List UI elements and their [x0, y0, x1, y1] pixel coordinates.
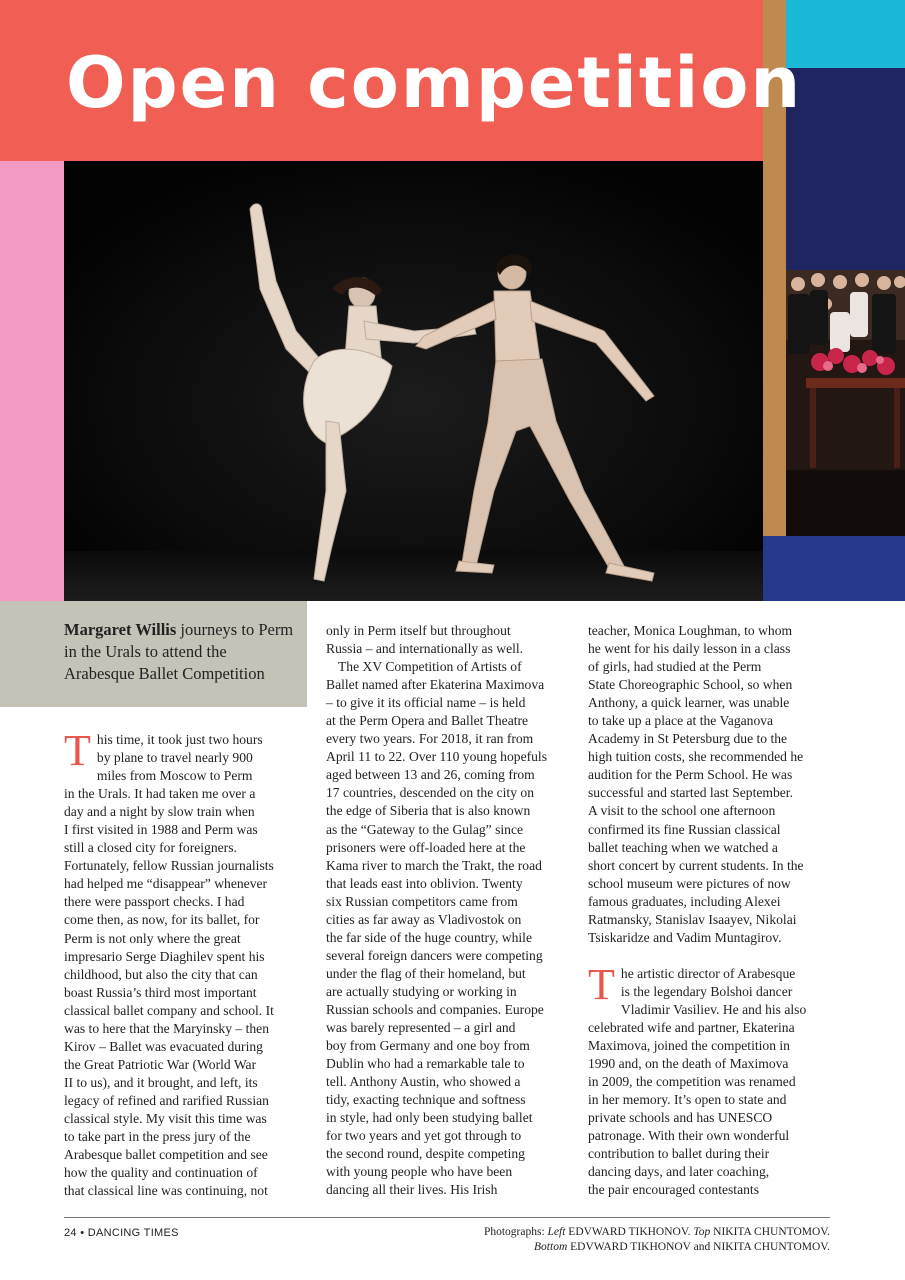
text-line: the Great Patriotic War (World War [64, 1056, 257, 1072]
article-column-3 [588, 622, 832, 1199]
text-line: audition for the Perm School. He was [588, 767, 793, 783]
text-line: miles from Moscow to Perm [96, 768, 253, 784]
text-line: several foreign dancers were competing [326, 947, 543, 963]
text-line: Russia – and internationally as well. [326, 641, 524, 657]
text-line: legacy of refined and rarified Russian [64, 1092, 269, 1108]
text-line: his time, it took just two hours [96, 732, 263, 747]
dropcap: T [64, 726, 91, 775]
text-line: day and a night by slow train when [64, 804, 255, 820]
text-line: had helped me “disappear” whenever [64, 876, 268, 892]
prize-winners-icon [786, 270, 905, 536]
text-line: prisoners were off-loaded here at the [326, 839, 526, 855]
text-line: Tsiskaridze and Vadim Muntagirov. [588, 929, 782, 945]
text-line: there were passport checks. I had [64, 894, 245, 910]
text-line: successful and started last September. [588, 785, 793, 801]
text-line: Academy in St Petersburg due to the [588, 731, 788, 747]
footer-rule [64, 1217, 830, 1218]
text-line: only in Perm itself but throughout [326, 623, 511, 638]
text-line: teacher, Monica Loughman, to whom [588, 623, 793, 638]
text-line: patronage. With their own wonderful [588, 1128, 790, 1144]
credit-line-1: Photographs: Left EDVWARD TIKHONOV. Top NIKITA CHUNTOMOV. [483, 1226, 830, 1238]
text-line: classical ballet company and school. It [64, 1002, 274, 1018]
text-line: boast Russia’s third most important [64, 984, 257, 1000]
text-line: was to here that the Maryinsky – then [64, 1020, 269, 1036]
text-line: Kama river to march the Trakt, the road [326, 857, 542, 873]
text-line: high tuition costs, she recommended he [588, 749, 804, 765]
text-line: Ratmansky, Stanislav Isaayev, Nikolai [588, 911, 797, 927]
ballet-duet-icon [64, 161, 763, 601]
text-line: private schools and has UNESCO [588, 1110, 773, 1126]
text-line: II to us), and it brought, and left, its [64, 1074, 258, 1090]
text-line: tell. Anthony Austin, who showed a [326, 1074, 521, 1090]
text-line: was barely represented – a girl and [326, 1020, 516, 1036]
text-line: famous graduates, including Alexei [588, 893, 781, 909]
text-line: aged between 13 and 26, coming from [326, 767, 535, 783]
text-line: that classical line was continuing, not [64, 1183, 268, 1199]
credit-line-2: Bottom EDVWARD TIKHONOV and NIKITA CHUNTOMOV. [534, 1241, 830, 1253]
text-line: childhood, but also the city that can [64, 966, 258, 982]
text-line: the second round, despite competing [326, 1146, 525, 1162]
text-line: dancing all their lives. His Irish [326, 1182, 498, 1198]
text-line: dancing days, and later coaching, [588, 1164, 770, 1180]
text-line: for two years and yet got through to [326, 1128, 522, 1144]
text-line: Maximova, joined the competition in [588, 1038, 790, 1054]
text-line: to take up a place at the Vaganova [588, 713, 774, 729]
text-line: 1990 and, on the death of Maximova [588, 1056, 789, 1072]
author-name: Margaret Willis [64, 620, 177, 639]
text-line: the pair encouraged contestants [588, 1182, 759, 1198]
text-line: confirmed its fine Russian classical [588, 821, 781, 837]
standfirst-text: journeys to Perm in the Urals to attend the Arabesque Ballet Competition [64, 620, 294, 683]
article-column-2 [326, 622, 570, 1200]
text-line: boy from Germany and one boy from [326, 1038, 530, 1054]
text-line: tidy, exacting technique and softness [326, 1092, 526, 1108]
text-line: 17 countries, descended on the city on [326, 785, 535, 801]
text-line: I first visited in 1988 and Perm was [64, 822, 258, 838]
text-line: school museum were pictures of now [588, 875, 791, 891]
text-line: contribution to ballet during their [588, 1146, 770, 1162]
column-2-lines-a [326, 622, 570, 658]
standfirst [64, 619, 300, 685]
text-line: every two years. For 2018, it ran from [326, 731, 534, 747]
text-line: Dublin who had a remarkable tale to [326, 1056, 525, 1072]
text-line: celebrated wife and partner, Ekaterina [588, 1019, 795, 1035]
text-line: Anthony, a quick learner, was unable [588, 695, 790, 711]
folio: 24 • DANCING TIMES [64, 1227, 179, 1239]
dropcap: T [588, 959, 615, 1009]
text-line: under the flag of their homeland, but [326, 965, 526, 981]
text-line: State Choreographic School, so when [588, 677, 793, 693]
side-photo [786, 270, 905, 536]
text-line: classical style. My visit this time was [64, 1110, 267, 1126]
text-line: come then, as now, for its ballet, for [64, 912, 260, 928]
text-line: the edge of Siberia that is also known [326, 803, 531, 819]
cyan-block [786, 0, 905, 68]
text-line: the far side of the huge country, while [326, 929, 532, 945]
text-line: cities as far away as Vladivostok on [326, 911, 522, 927]
text-line: The XV Competition of Artists of [338, 659, 522, 675]
text-line: A visit to the school one afternoon [588, 803, 776, 819]
text-line: at the Perm Opera and Ballet Theatre [326, 713, 529, 729]
column-3-lines-a [588, 622, 832, 947]
text-line: Vladimir Vasiliev. He and his also [620, 1001, 807, 1017]
blue-block [763, 536, 905, 601]
main-photo [64, 161, 763, 601]
text-line: Russian schools and companies. Europe [326, 1001, 544, 1017]
text-line: April 11 to 22. Over 110 young hopefuls [326, 749, 547, 765]
text-line: he artistic director of Arabesque [620, 965, 796, 981]
text-line: Ballet named after Ekaterina Maximova [326, 677, 545, 693]
text-line: as the “Gateway to the Gulag” since [326, 821, 524, 837]
paragraph-gap [588, 947, 832, 965]
text-line: ballet teaching when we watched a [588, 839, 778, 855]
text-line: Perm is not only where the great [64, 930, 241, 946]
text-line: Kirov – Ballet was evacuated during [64, 1038, 263, 1054]
text-line: are actually studying or working in [326, 983, 517, 999]
column-3-lines-b [588, 959, 832, 1200]
text-line: to take part in the press jury of the [64, 1129, 251, 1145]
navy-block [786, 68, 905, 270]
text-line: in style, had only been studying ballet [326, 1110, 533, 1126]
pink-strip [0, 161, 64, 601]
text-line: in the Urals. It had taken me over a [64, 786, 256, 802]
text-line: that leads east into oblivion. Twenty [326, 875, 523, 891]
text-line: is the legendary Bolshoi dancer [620, 983, 793, 999]
text-line: in her memory. It’s open to state and [588, 1092, 787, 1108]
text-line: six Russian competitors came from [326, 893, 518, 909]
text-line: Arabesque ballet competition and see [64, 1147, 268, 1163]
column-1-lines [64, 726, 296, 1200]
text-line: still a closed city for foreigners. [64, 840, 237, 856]
text-line: with young people who have been [326, 1164, 513, 1180]
column-2-lines-b [326, 658, 570, 1199]
text-line: by plane to travel nearly 900 [96, 750, 253, 766]
text-line: how the quality and continuation of [64, 1165, 258, 1181]
photo-credits [484, 1225, 830, 1255]
text-line: in 2009, the competition was renamed [588, 1074, 796, 1090]
text-line: Fortunately, fellow Russian journalists [64, 858, 274, 874]
text-line: short concert by current students. In the [588, 857, 804, 873]
article-column-1 [64, 726, 296, 1200]
page-title: Open competition [66, 42, 803, 124]
text-line: impresario Serge Diaghilev spent his [64, 948, 265, 964]
text-line: of girls, had studied at the Perm [588, 659, 762, 675]
text-line: – to give it its official name – is held [326, 695, 526, 711]
text-line: he went for his daily lesson in a class [588, 641, 791, 657]
